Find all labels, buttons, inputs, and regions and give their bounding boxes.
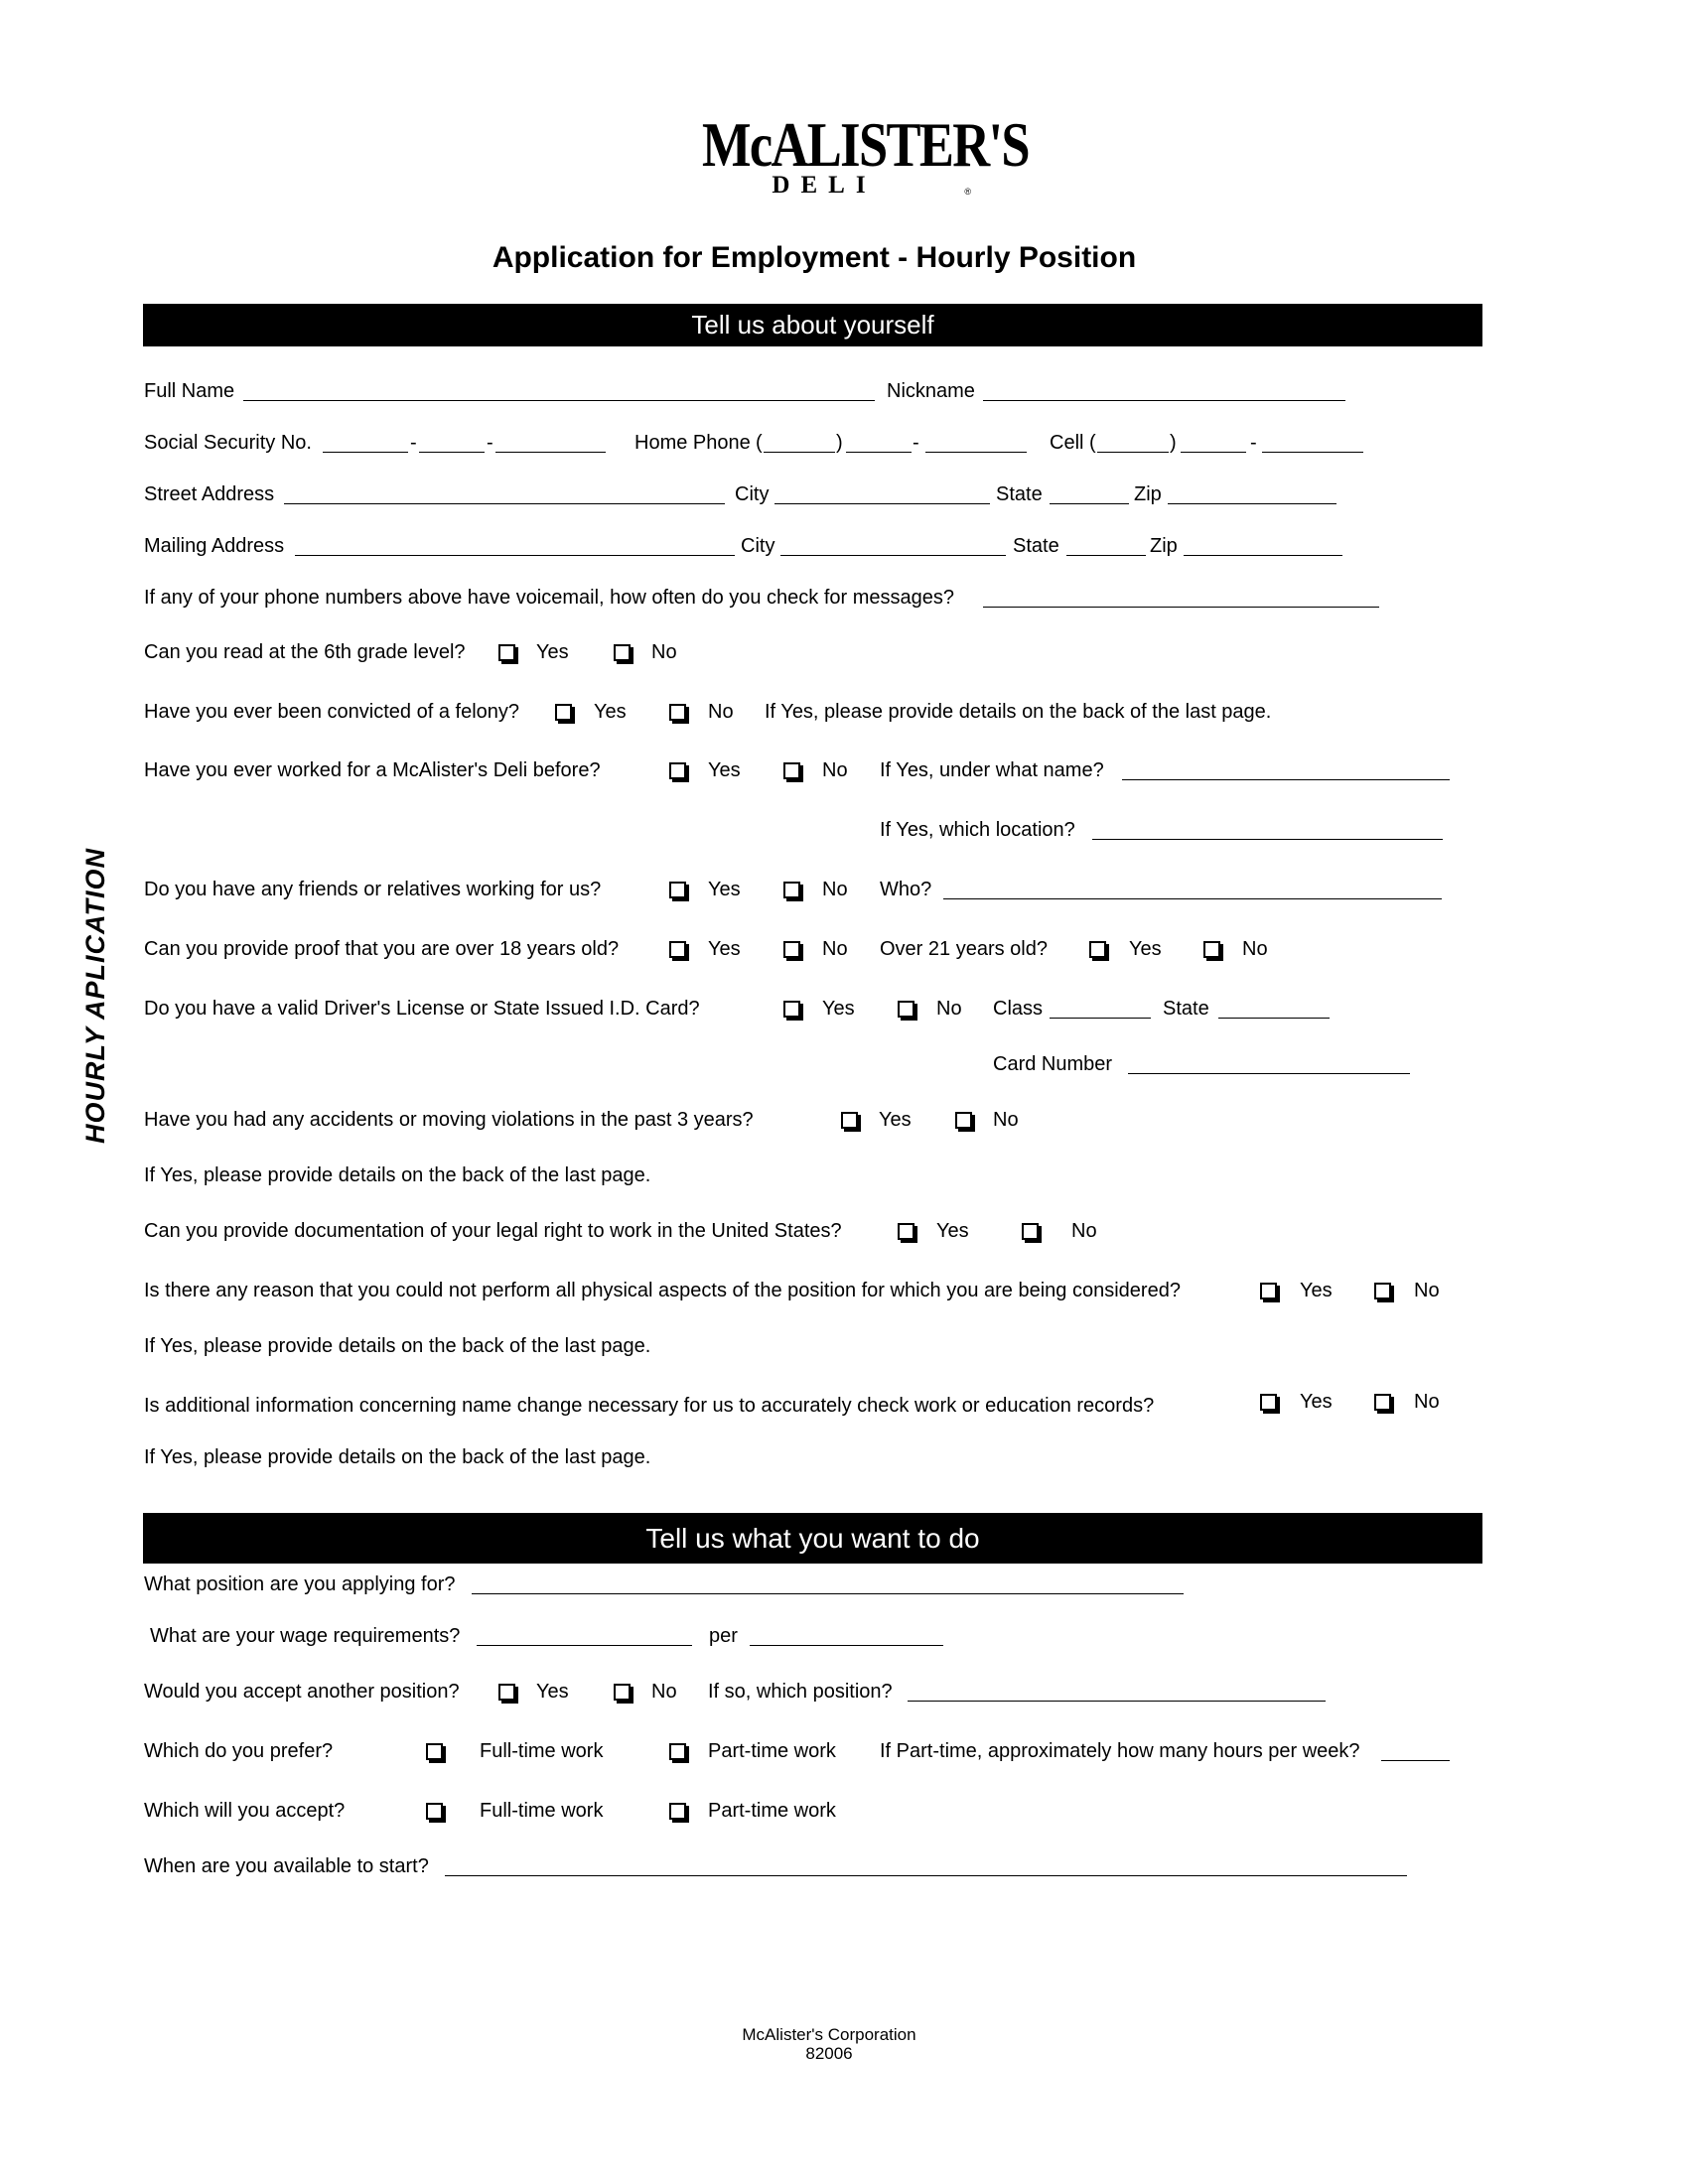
license-class-label: Class <box>993 998 1044 1020</box>
street-state-label: State <box>996 483 1043 505</box>
friends-label: Do you have any friends or relatives working for us? <box>144 879 602 900</box>
footer-code: 82006 <box>805 2044 853 2063</box>
street-city-label: City <box>735 483 770 505</box>
physical-yes-checkbox[interactable] <box>1260 1283 1277 1299</box>
worked-before-no-label: No <box>822 759 848 781</box>
name-change-no-checkbox[interactable] <box>1374 1394 1391 1411</box>
wage-amount-field[interactable] <box>477 1645 692 1646</box>
another-yes-checkbox[interactable] <box>498 1684 515 1701</box>
over18-label: Can you provide proof that you are over 18 years old? <box>144 938 620 960</box>
over21-no-label: No <box>1242 938 1268 960</box>
license-label: Do you have a valid Driver's License or State Issued I.D. Card? <box>144 998 700 1020</box>
who-label: Who? <box>880 879 932 900</box>
position-field[interactable] <box>472 1593 1184 1594</box>
full-name-label: Full Name <box>144 380 235 402</box>
ssn-label: Social Security No. <box>144 432 312 454</box>
nickname-field[interactable] <box>983 400 1345 401</box>
prefer-part-time-checkbox[interactable] <box>669 1743 686 1760</box>
name-change-label: Is additional information concerning name change necessary for us to accurately check work or education records? <box>144 1395 1155 1417</box>
accidents-label: Have you had any accidents or moving violations in the past 3 years? <box>144 1109 754 1131</box>
start-label: When are you available to start? <box>144 1855 429 1877</box>
accidents-no-checkbox[interactable] <box>955 1112 972 1129</box>
accidents-no-label: No <box>993 1109 1019 1131</box>
mailing-zip-field[interactable] <box>1184 555 1342 556</box>
mailing-label: Mailing Address <box>144 535 285 557</box>
grade6-no-label: No <box>651 641 677 663</box>
which-position-field[interactable] <box>908 1701 1326 1702</box>
street-label: Street Address <box>144 483 275 505</box>
over21-yes-checkbox[interactable] <box>1089 941 1106 958</box>
under-name-label: If Yes, under what name? <box>880 759 1104 781</box>
name-change-no-label: No <box>1414 1391 1440 1413</box>
friends-no-checkbox[interactable] <box>783 882 800 898</box>
company-logo <box>675 109 1029 210</box>
over18-no-checkbox[interactable] <box>783 941 800 958</box>
another-yes-label: Yes <box>536 1681 569 1703</box>
registered-mark: ® <box>964 187 971 197</box>
worked-before-yes-label: Yes <box>708 759 741 781</box>
over21-no-checkbox[interactable] <box>1203 941 1220 958</box>
legal-right-yes-label: Yes <box>936 1220 969 1242</box>
logo-name: McALISTER'S <box>702 109 1029 180</box>
felony-no-label: No <box>708 701 734 723</box>
physical-no-checkbox[interactable] <box>1374 1283 1391 1299</box>
ssn-field-1[interactable] <box>323 452 408 453</box>
accept-part-time-label: Part-time work <box>708 1800 836 1822</box>
which-location-field[interactable] <box>1092 839 1443 840</box>
name-change-details-note: If Yes, please provide details on the back of the last page. <box>144 1446 651 1468</box>
license-class-field[interactable] <box>1050 1018 1151 1019</box>
part-hours-label: If Part-time, approximately how many hours per week? <box>880 1740 1360 1762</box>
page-title: Application for Employment - Hourly Position <box>492 241 1137 274</box>
which-location-label: If Yes, which location? <box>880 819 1075 841</box>
license-yes-label: Yes <box>822 998 855 1020</box>
legal-right-yes-checkbox[interactable] <box>898 1223 914 1240</box>
home-phone-dash: - <box>913 432 919 454</box>
mailing-state-field[interactable] <box>1066 555 1146 556</box>
license-state-label: State <box>1163 998 1209 1020</box>
mailing-city-label: City <box>741 535 775 557</box>
another-no-checkbox[interactable] <box>614 1684 631 1701</box>
cell-paren-close: ) <box>1170 432 1177 454</box>
name-change-yes-label: Yes <box>1300 1391 1333 1413</box>
accidents-details-note: If Yes, please provide details on the back of the last page. <box>144 1164 651 1186</box>
cell-area-field[interactable] <box>1097 452 1169 453</box>
nickname-label: Nickname <box>887 380 975 402</box>
grade6-yes-label: Yes <box>536 641 569 663</box>
who-field[interactable] <box>943 898 1442 899</box>
license-yes-checkbox[interactable] <box>783 1001 800 1018</box>
ssn-dash-1: - <box>410 432 417 454</box>
worked-before-yes-checkbox[interactable] <box>669 762 686 779</box>
prefer-full-time-label: Full-time work <box>480 1740 604 1762</box>
physical-label: Is there any reason that you could not perform all physical aspects of the position for which you are being considered? <box>144 1280 1181 1301</box>
ssn-dash-2: - <box>487 432 493 454</box>
felony-yes-label: Yes <box>594 701 627 723</box>
street-city-field[interactable] <box>774 503 990 504</box>
prefer-part-time-label: Part-time work <box>708 1740 836 1762</box>
worked-before-label: Have you ever worked for a McAlister's Deli before? <box>144 759 601 781</box>
mailing-field[interactable] <box>295 555 735 556</box>
card-number-field[interactable] <box>1128 1073 1410 1074</box>
home-phone-paren-close: ) <box>836 432 843 454</box>
side-label: HOURLY APLICATION <box>80 848 110 1144</box>
home-phone-area-field[interactable] <box>764 452 835 453</box>
physical-yes-label: Yes <box>1300 1280 1333 1301</box>
cell-prefix-field[interactable] <box>1181 452 1246 453</box>
license-state-field[interactable] <box>1218 1018 1330 1019</box>
legal-right-no-label: No <box>1071 1220 1097 1242</box>
prefer-label: Which do you prefer? <box>144 1740 334 1762</box>
license-no-checkbox[interactable] <box>898 1001 914 1018</box>
start-field[interactable] <box>445 1875 1407 1876</box>
home-phone-prefix-field[interactable] <box>846 452 912 453</box>
ssn-field-2[interactable] <box>419 452 485 453</box>
cell-dash: - <box>1250 432 1257 454</box>
street-state-field[interactable] <box>1050 503 1129 504</box>
license-no-label: No <box>936 998 962 1020</box>
felony-details-note: If Yes, please provide details on the back of the last page. <box>765 701 1272 723</box>
logo-sub: DELI <box>772 172 877 199</box>
card-number-label: Card Number <box>993 1053 1113 1075</box>
felony-label: Have you ever been convicted of a felony? <box>144 701 520 723</box>
over21-label: Over 21 years old? <box>880 938 1048 960</box>
cell-label: Cell <box>1050 432 1084 454</box>
footer-company: McAlister's Corporation <box>742 2025 916 2044</box>
home-phone-label: Home Phone <box>634 432 751 454</box>
grade6-label: Can you read at the 6th grade level? <box>144 641 466 663</box>
section-header-want: Tell us what you want to do <box>143 1513 1482 1564</box>
grade6-yes-checkbox[interactable] <box>498 644 515 661</box>
grade6-no-checkbox[interactable] <box>614 644 631 661</box>
section-header-about: Tell us about yourself <box>143 304 1482 346</box>
ssn-field-3[interactable] <box>495 452 606 453</box>
voicemail-label: If any of your phone numbers above have voicemail, how often do you check for messages? <box>144 587 955 609</box>
physical-no-label: No <box>1414 1280 1440 1301</box>
which-position-label: If so, which position? <box>708 1681 893 1703</box>
accept-full-time-checkbox[interactable] <box>426 1803 443 1820</box>
name-change-yes-checkbox[interactable] <box>1260 1394 1277 1411</box>
over21-yes-label: Yes <box>1129 938 1162 960</box>
cell-paren-open: ( <box>1089 432 1096 454</box>
under-name-field[interactable] <box>1122 779 1450 780</box>
legal-right-no-checkbox[interactable] <box>1022 1223 1039 1240</box>
home-phone-line-field[interactable] <box>925 452 1027 453</box>
street-zip-label: Zip <box>1134 483 1162 505</box>
friends-yes-checkbox[interactable] <box>669 882 686 898</box>
home-phone-paren-open: ( <box>756 432 763 454</box>
street-field[interactable] <box>284 503 725 504</box>
wage-label: What are your wage requirements? <box>150 1625 461 1647</box>
worked-before-no-checkbox[interactable] <box>783 762 800 779</box>
accidents-yes-label: Yes <box>879 1109 912 1131</box>
part-hours-field[interactable] <box>1381 1760 1450 1761</box>
legal-right-label: Can you provide documentation of your legal right to work in the United States? <box>144 1220 842 1242</box>
mailing-city-field[interactable] <box>780 555 1006 556</box>
accept-label: Which will you accept? <box>144 1800 346 1822</box>
over18-yes-label: Yes <box>708 938 741 960</box>
voicemail-field[interactable] <box>983 607 1379 608</box>
over18-yes-checkbox[interactable] <box>669 941 686 958</box>
felony-yes-checkbox[interactable] <box>555 704 572 721</box>
physical-details-note: If Yes, please provide details on the back of the last page. <box>144 1335 651 1357</box>
accept-full-time-label: Full-time work <box>480 1800 604 1822</box>
accidents-yes-checkbox[interactable] <box>841 1112 858 1129</box>
accept-part-time-checkbox[interactable] <box>669 1803 686 1820</box>
over18-no-label: No <box>822 938 848 960</box>
cell-line-field[interactable] <box>1262 452 1363 453</box>
position-label: What position are you applying for? <box>144 1573 456 1595</box>
mailing-state-label: State <box>1013 535 1059 557</box>
felony-no-checkbox[interactable] <box>669 704 686 721</box>
street-zip-field[interactable] <box>1168 503 1336 504</box>
friends-yes-label: Yes <box>708 879 741 900</box>
full-name-field[interactable] <box>243 400 875 401</box>
wage-per-field[interactable] <box>750 1645 943 1646</box>
another-no-label: No <box>651 1681 677 1703</box>
wage-per-label: per <box>709 1625 738 1647</box>
another-position-label: Would you accept another position? <box>144 1681 460 1703</box>
friends-no-label: No <box>822 879 848 900</box>
mailing-zip-label: Zip <box>1150 535 1178 557</box>
prefer-full-time-checkbox[interactable] <box>426 1743 443 1760</box>
